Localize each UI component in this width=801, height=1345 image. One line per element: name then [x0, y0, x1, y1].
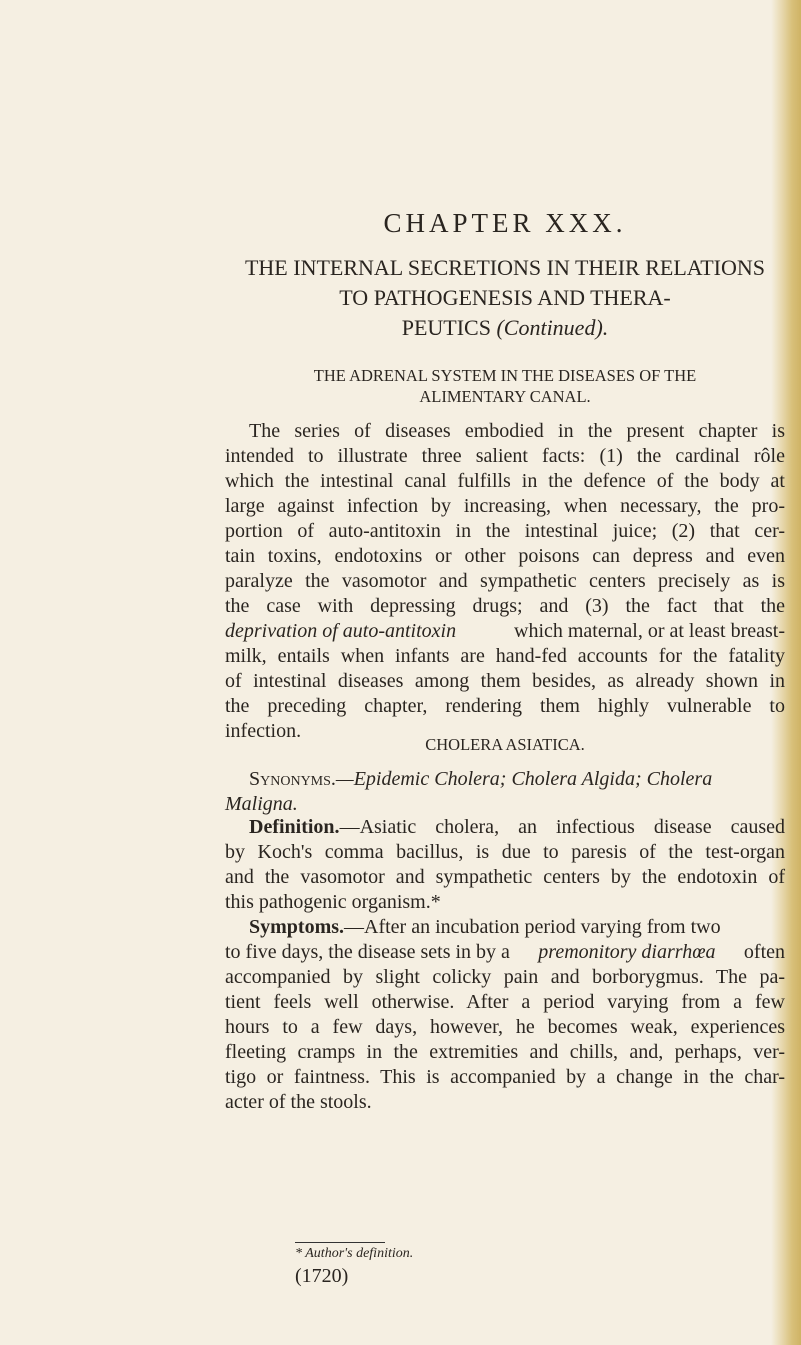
section-subhead	[225, 365, 785, 407]
chapter-heading: CHAPTER XXX.	[383, 208, 627, 238]
definition-line	[225, 815, 785, 840]
subhead-line-2: ALIMENTARY CANAL.	[419, 387, 591, 406]
symptoms-line	[225, 915, 785, 940]
subhead-line-1: THE ADRENAL SYSTEM IN THE DISEASES OF THE	[313, 366, 697, 385]
definition-text: —Asiatic cholera, an infectious disease caused	[339, 816, 785, 838]
definition-label: Definition.	[249, 816, 340, 838]
intro-line: the preceding chapter, rendering them highly vulnerable to	[225, 695, 785, 717]
symptoms-line: hours to a few days, however, he becomes weak, experiences	[225, 1016, 785, 1038]
synonyms-line	[225, 767, 785, 792]
title-line-2: TO PATHOGENESIS AND THERA-	[339, 285, 671, 310]
title-line-1: THE INTERNAL SECRETIONS IN THEIR RELATIONS	[244, 255, 766, 280]
cholera-heading: CHOLERA ASIATICA.	[425, 735, 585, 754]
intro-line: of intestinal diseases among them besides, as already shown in	[225, 670, 785, 692]
intro-line: milk, entails when infants are hand-fed accounts for the fatality	[225, 645, 785, 667]
symptoms-text: to five days, the disease sets in by a	[225, 941, 510, 963]
chapter-title	[225, 253, 785, 343]
synonyms-text: —Epidemic Cholera; Cholera Algida; Cholera	[335, 768, 713, 790]
symptoms-line: acter of the stools.	[225, 1091, 372, 1113]
synonyms-paragraph	[225, 767, 785, 817]
intro-line-rest: which maternal, or at least breast-	[514, 620, 785, 642]
definition-line: this pathogenic organism.*	[225, 891, 441, 913]
title-line-3	[225, 313, 785, 343]
intro-line: which the intestinal canal fulfills in the defence of the body at	[225, 470, 785, 492]
intro-italic-phrase: deprivation of auto-antitoxin	[225, 620, 457, 642]
intro-line: The series of diseases embodied in the present chapter is	[249, 420, 785, 442]
symptoms-line	[225, 940, 785, 965]
intro-line: infection.	[225, 720, 302, 742]
symptoms-text: —After an incubation period varying from two	[344, 916, 721, 938]
footnote-divider	[295, 1242, 385, 1243]
definition-line: by Koch's comma bacillus, is due to paresis of the test-organ	[225, 841, 785, 863]
synonyms-text-2: Maligna.	[225, 793, 298, 815]
page-number: (1720)	[295, 1265, 349, 1287]
symptoms-label: Symptoms.	[249, 916, 345, 938]
intro-line: large against infection by increasing, when necessary, the pro-	[225, 495, 785, 517]
symptoms-line: accompanied by slight colicky pain and borborygmus. The pa-	[225, 966, 785, 988]
definition-line: and the vasomotor and sympathetic centers by the endotoxin of	[225, 866, 785, 888]
symptoms-text: often	[743, 941, 785, 963]
synonyms-line-2	[225, 792, 785, 817]
intro-line: tain toxins, endotoxins or other poisons can depress and even	[225, 545, 785, 567]
intro-line: portion of auto-antitoxin in the intestinal juice; (2) that cer-	[225, 520, 785, 542]
symptoms-line: fleeting cramps in the extremities and chills, and, perhaps, ver-	[225, 1041, 785, 1063]
intro-paragraph	[225, 419, 785, 744]
title-continued: (Continued).	[496, 315, 609, 340]
definition-paragraph	[225, 815, 785, 915]
symptoms-paragraph	[225, 915, 785, 1115]
footnote: * Author's definition.	[295, 1246, 414, 1261]
intro-line: intended to illustrate three salient facts: (1) the cardinal rôle	[225, 445, 785, 467]
intro-line: paralyze the vasomotor and sympathetic centers precisely as is	[225, 570, 785, 592]
symptoms-line: tigo or faintness. This is accompanied by a change in the char-	[225, 1066, 785, 1088]
intro-line	[225, 619, 785, 644]
symptoms-italic-phrase: premonitory diarrhœa	[538, 941, 716, 963]
synonyms-label: Synonyms.	[249, 768, 336, 790]
symptoms-line: tient feels well otherwise. After a period varying from a few	[225, 991, 785, 1013]
title-line-3-text: PEUTICS	[401, 315, 491, 340]
intro-line: the case with depressing drugs; and (3) the fact that the	[225, 595, 785, 617]
